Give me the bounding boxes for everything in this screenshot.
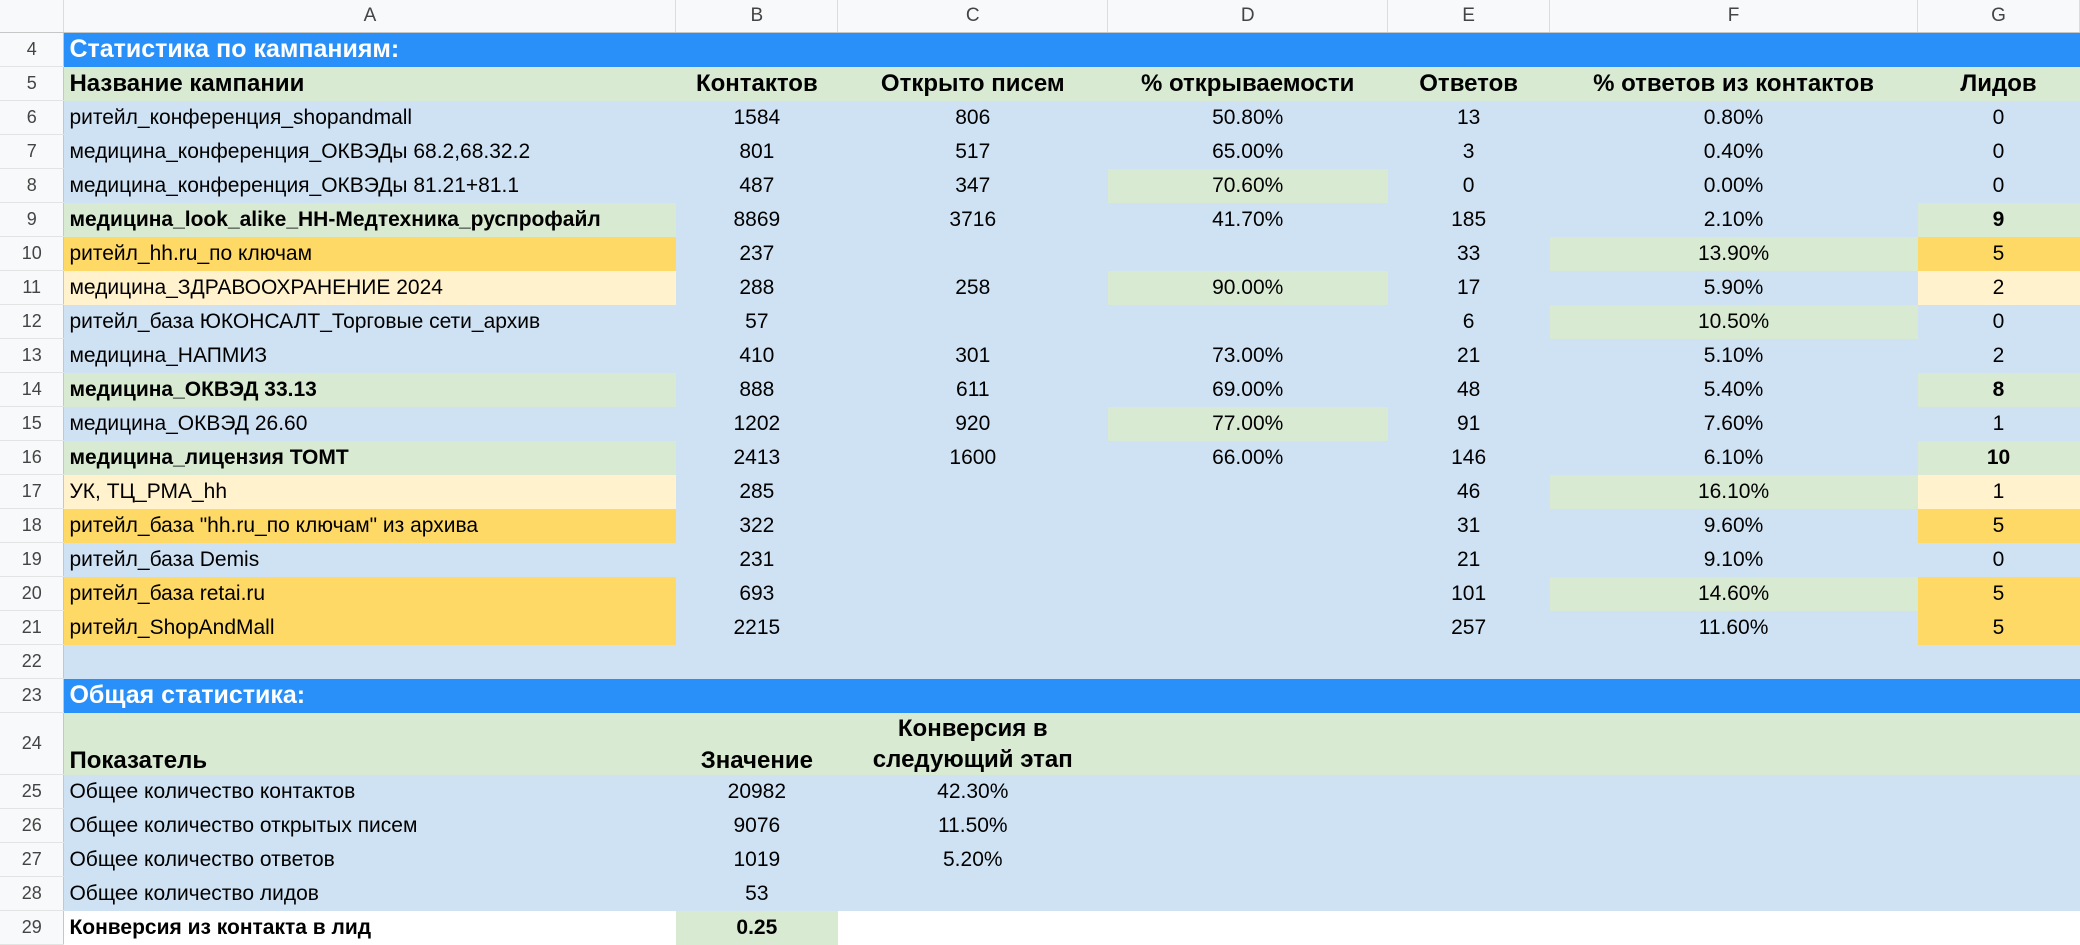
table-row (0, 339, 2080, 373)
metric-value-cell[interactable]: 1019 (676, 843, 838, 877)
header-replies[interactable]: Ответов (1388, 67, 1550, 101)
column-header-e[interactable]: E (1388, 0, 1550, 33)
reply-rate-cell[interactable]: 10.50% (1550, 305, 1918, 339)
leads-cell[interactable]: 0 (1918, 543, 2080, 577)
reply-rate-cell[interactable]: 14.60% (1550, 577, 1918, 611)
campaign-name-cell[interactable]: ритейл_hh.ru_по ключам (64, 237, 676, 271)
reply-rate-cell[interactable]: 5.90% (1550, 271, 1918, 305)
header-value[interactable]: Значение (676, 713, 838, 775)
open-rate-cell[interactable] (1108, 543, 1388, 577)
opened-cell[interactable]: 517 (838, 135, 1108, 169)
campaign-name-cell[interactable]: ритейл_база "hh.ru_по ключам" из архива (64, 509, 676, 543)
final-value-cell[interactable]: 0.25 (676, 911, 838, 945)
leads-cell[interactable]: 5 (1918, 509, 2080, 543)
column-header-row (0, 0, 2080, 33)
table-row (0, 543, 2080, 577)
reply-rate-cell[interactable]: 13.90% (1550, 237, 1918, 271)
metric-value-cell[interactable]: 53 (676, 877, 838, 911)
replies-cell[interactable]: 257 (1388, 611, 1550, 645)
column-header-g[interactable]: G (1918, 0, 2080, 33)
campaign-name-cell[interactable]: ритейл_ShopAndMall (64, 611, 676, 645)
final-label-cell[interactable]: Конверсия из контакта в лид (64, 911, 676, 945)
leads-cell[interactable]: 2 (1918, 271, 2080, 305)
column-header-d[interactable]: D (1108, 0, 1388, 33)
replies-cell[interactable]: 21 (1388, 543, 1550, 577)
open-rate-cell[interactable]: 90.00% (1108, 271, 1388, 305)
row-header[interactable]: 4 (0, 33, 64, 67)
summary-header-row (0, 713, 2080, 775)
campaign-name-cell[interactable]: ритейл_база retai.ru (64, 577, 676, 611)
campaign-name-cell[interactable]: медицина_ЗДРАВООХРАНЕНИЕ 2024 (64, 271, 676, 305)
replies-cell[interactable]: 0 (1388, 169, 1550, 203)
table-row (0, 169, 2080, 203)
header-metric[interactable]: Показатель (64, 713, 676, 775)
leads-cell[interactable]: 5 (1918, 577, 2080, 611)
contacts-cell[interactable]: 693 (676, 577, 838, 611)
table-row (0, 101, 2080, 135)
replies-cell[interactable]: 33 (1388, 237, 1550, 271)
select-all-corner[interactable] (0, 0, 64, 33)
spacer-row (0, 645, 2080, 679)
table-row (0, 577, 2080, 611)
row-header[interactable]: 16 (0, 441, 64, 475)
campaign-name-cell[interactable]: медицина_ОКВЭД 33.13 (64, 373, 676, 407)
reply-rate-cell[interactable]: 6.10% (1550, 441, 1918, 475)
leads-cell[interactable]: 1 (1918, 407, 2080, 441)
contacts-cell[interactable]: 237 (676, 237, 838, 271)
row-header[interactable]: 18 (0, 509, 64, 543)
table-row (0, 203, 2080, 237)
table-row (0, 509, 2080, 543)
metric-label-cell[interactable]: Общее количество лидов (64, 877, 676, 911)
metric-label-cell[interactable]: Общее количество открытых писем (64, 809, 676, 843)
leads-cell[interactable]: 0 (1918, 305, 2080, 339)
reply-rate-cell[interactable]: 0.80% (1550, 101, 1918, 135)
campaign-header-row (0, 67, 2080, 101)
row-header[interactable]: 24 (0, 713, 64, 775)
empty-cell[interactable] (1108, 713, 2080, 775)
metric-conversion-cell[interactable]: 11.50% (838, 809, 1108, 843)
opened-cell[interactable] (838, 305, 1108, 339)
row-header[interactable]: 13 (0, 339, 64, 373)
header-campaign-name[interactable]: Название кампании (64, 67, 676, 101)
column-header-f[interactable]: F (1550, 0, 1918, 33)
row-header[interactable]: 20 (0, 577, 64, 611)
opened-cell[interactable]: 3716 (838, 203, 1108, 237)
metric-conversion-cell[interactable]: 5.20% (838, 843, 1108, 877)
contacts-cell[interactable]: 285 (676, 475, 838, 509)
open-rate-cell[interactable]: 50.80% (1108, 101, 1388, 135)
open-rate-cell[interactable] (1108, 611, 1388, 645)
campaign-name-cell[interactable]: ритейл_база Demis (64, 543, 676, 577)
replies-cell[interactable]: 146 (1388, 441, 1550, 475)
row-header[interactable]: 7 (0, 135, 64, 169)
row-header[interactable]: 9 (0, 203, 64, 237)
header-contacts[interactable]: Контактов (676, 67, 838, 101)
opened-cell[interactable] (838, 611, 1108, 645)
metric-conversion-cell[interactable]: 42.30% (838, 775, 1108, 809)
row-header[interactable]: 12 (0, 305, 64, 339)
opened-cell[interactable] (838, 543, 1108, 577)
table-row (0, 373, 2080, 407)
opened-cell[interactable]: 258 (838, 271, 1108, 305)
leads-cell[interactable]: 0 (1918, 135, 2080, 169)
contacts-cell[interactable]: 888 (676, 373, 838, 407)
replies-cell[interactable]: 21 (1388, 339, 1550, 373)
campaign-name-cell[interactable]: ритейл_база ЮКОНСАЛТ_Торговые сети_архив (64, 305, 676, 339)
replies-cell[interactable]: 13 (1388, 101, 1550, 135)
empty-cell[interactable] (1108, 809, 2080, 843)
campaign-name-cell[interactable]: медицина_конференция_ОКВЭДы 68.2,68.32.2 (64, 135, 676, 169)
replies-cell[interactable]: 185 (1388, 203, 1550, 237)
opened-cell[interactable] (838, 475, 1108, 509)
summary-row (0, 877, 2080, 911)
row-header[interactable]: 8 (0, 169, 64, 203)
leads-cell[interactable]: 5 (1918, 611, 2080, 645)
contacts-cell[interactable]: 2413 (676, 441, 838, 475)
table-row (0, 407, 2080, 441)
summary-row (0, 775, 2080, 809)
summary-row (0, 809, 2080, 843)
metric-value-cell[interactable]: 9076 (676, 809, 838, 843)
contacts-cell[interactable]: 1584 (676, 101, 838, 135)
leads-cell[interactable]: 0 (1918, 169, 2080, 203)
campaign-name-cell[interactable]: медицина_НАПМИЗ (64, 339, 676, 373)
reply-rate-cell[interactable]: 5.10% (1550, 339, 1918, 373)
column-header-c[interactable]: C (838, 0, 1108, 33)
replies-cell[interactable]: 3 (1388, 135, 1550, 169)
campaign-name-cell[interactable]: медицина_лицензия ТОМТ (64, 441, 676, 475)
header-open-rate[interactable]: % открываемости (1108, 67, 1388, 101)
reply-rate-cell[interactable]: 9.10% (1550, 543, 1918, 577)
opened-cell[interactable] (838, 577, 1108, 611)
leads-cell[interactable]: 0 (1918, 101, 2080, 135)
campaign-name-cell[interactable]: медицина_look_alike_HH-Медтехника_руспрофайл (64, 203, 676, 237)
open-rate-cell[interactable] (1108, 577, 1388, 611)
leads-cell[interactable]: 1 (1918, 475, 2080, 509)
leads-cell[interactable]: 5 (1918, 237, 2080, 271)
row-header[interactable]: 17 (0, 475, 64, 509)
reply-rate-cell[interactable]: 5.40% (1550, 373, 1918, 407)
opened-cell[interactable]: 920 (838, 407, 1108, 441)
contacts-cell[interactable]: 487 (676, 169, 838, 203)
final-row (0, 911, 2080, 945)
contacts-cell[interactable]: 231 (676, 543, 838, 577)
table-row (0, 271, 2080, 305)
replies-cell[interactable]: 31 (1388, 509, 1550, 543)
open-rate-cell[interactable]: 77.00% (1108, 407, 1388, 441)
row-header[interactable]: 22 (0, 645, 64, 679)
open-rate-cell[interactable]: 70.60% (1108, 169, 1388, 203)
campaign-name-cell[interactable]: медицина_ОКВЭД 26.60 (64, 407, 676, 441)
section-title-row (0, 33, 2080, 67)
replies-cell[interactable]: 48 (1388, 373, 1550, 407)
replies-cell[interactable]: 46 (1388, 475, 1550, 509)
section-title-campaigns[interactable]: Статистика по кампаниям: (64, 33, 2080, 67)
header-opened[interactable]: Открыто писем (838, 67, 1108, 101)
row-header[interactable]: 6 (0, 101, 64, 135)
open-rate-cell[interactable]: 41.70% (1108, 203, 1388, 237)
opened-cell[interactable]: 611 (838, 373, 1108, 407)
reply-rate-cell[interactable]: 0.00% (1550, 169, 1918, 203)
row-header[interactable]: 10 (0, 237, 64, 271)
table-row (0, 135, 2080, 169)
table-row (0, 441, 2080, 475)
header-reply-rate[interactable]: % ответов из контактов (1550, 67, 1918, 101)
contacts-cell[interactable]: 8869 (676, 203, 838, 237)
reply-rate-cell[interactable]: 0.40% (1550, 135, 1918, 169)
contacts-cell[interactable]: 410 (676, 339, 838, 373)
reply-rate-cell[interactable]: 7.60% (1550, 407, 1918, 441)
contacts-cell[interactable]: 2215 (676, 611, 838, 645)
replies-cell[interactable]: 6 (1388, 305, 1550, 339)
opened-cell[interactable] (838, 237, 1108, 271)
opened-cell[interactable]: 347 (838, 169, 1108, 203)
row-header[interactable]: 11 (0, 271, 64, 305)
header-conversion[interactable]: Конверсия в следующий этап (838, 713, 1108, 775)
row-header[interactable]: 26 (0, 809, 64, 843)
summary-row (0, 843, 2080, 877)
empty-cell[interactable] (1108, 877, 2080, 911)
replies-cell[interactable]: 17 (1388, 271, 1550, 305)
section-title-summary[interactable]: Общая статистика: (64, 679, 2080, 713)
contacts-cell[interactable]: 322 (676, 509, 838, 543)
row-header[interactable]: 29 (0, 911, 64, 945)
column-header-a[interactable]: A (64, 0, 676, 33)
row-header[interactable]: 28 (0, 877, 64, 911)
opened-cell[interactable]: 806 (838, 101, 1108, 135)
replies-cell[interactable]: 91 (1388, 407, 1550, 441)
empty-cell[interactable] (64, 645, 2080, 679)
metric-conversion-cell[interactable] (838, 877, 1108, 911)
campaign-name-cell[interactable]: медицина_конференция_ОКВЭДы 81.21+81.1 (64, 169, 676, 203)
reply-rate-cell[interactable]: 9.60% (1550, 509, 1918, 543)
empty-cell[interactable] (838, 911, 2080, 945)
row-header[interactable]: 25 (0, 775, 64, 809)
header-leads[interactable]: Лидов (1918, 67, 2080, 101)
contacts-cell[interactable]: 57 (676, 305, 838, 339)
row-header[interactable]: 19 (0, 543, 64, 577)
section-title-row (0, 679, 2080, 713)
table-row (0, 305, 2080, 339)
row-header[interactable]: 15 (0, 407, 64, 441)
row-header[interactable]: 23 (0, 679, 64, 713)
reply-rate-cell[interactable]: 11.60% (1550, 611, 1918, 645)
empty-cell[interactable] (1108, 775, 2080, 809)
open-rate-cell[interactable]: 73.00% (1108, 339, 1388, 373)
row-header[interactable]: 14 (0, 373, 64, 407)
contacts-cell[interactable]: 1202 (676, 407, 838, 441)
column-header-b[interactable]: B (676, 0, 838, 33)
campaign-name-cell[interactable]: ритейл_конференция_shopandmall (64, 101, 676, 135)
table-row (0, 237, 2080, 271)
leads-cell[interactable]: 8 (1918, 373, 2080, 407)
empty-cell[interactable] (1108, 843, 2080, 877)
leads-cell[interactable]: 10 (1918, 441, 2080, 475)
open-rate-cell[interactable]: 65.00% (1108, 135, 1388, 169)
open-rate-cell[interactable]: 69.00% (1108, 373, 1388, 407)
leads-cell[interactable]: 9 (1918, 203, 2080, 237)
contacts-cell[interactable]: 288 (676, 271, 838, 305)
leads-cell[interactable]: 2 (1918, 339, 2080, 373)
metric-label-cell[interactable]: Общее количество ответов (64, 843, 676, 877)
metric-label-cell[interactable]: Общее количество контактов (64, 775, 676, 809)
metric-value-cell[interactable]: 20982 (676, 775, 838, 809)
campaign-name-cell[interactable]: УК, ТЦ_РМА_hh (64, 475, 676, 509)
table-row (0, 475, 2080, 509)
opened-cell[interactable]: 1600 (838, 441, 1108, 475)
row-header[interactable]: 21 (0, 611, 64, 645)
reply-rate-cell[interactable]: 2.10% (1550, 203, 1918, 237)
open-rate-cell[interactable] (1108, 475, 1388, 509)
table-row (0, 611, 2080, 645)
replies-cell[interactable]: 101 (1388, 577, 1550, 611)
open-rate-cell[interactable] (1108, 305, 1388, 339)
open-rate-cell[interactable]: 66.00% (1108, 441, 1388, 475)
row-header[interactable]: 27 (0, 843, 64, 877)
opened-cell[interactable] (838, 509, 1108, 543)
contacts-cell[interactable]: 801 (676, 135, 838, 169)
row-header[interactable]: 5 (0, 67, 64, 101)
open-rate-cell[interactable] (1108, 237, 1388, 271)
open-rate-cell[interactable] (1108, 509, 1388, 543)
opened-cell[interactable]: 301 (838, 339, 1108, 373)
reply-rate-cell[interactable]: 16.10% (1550, 475, 1918, 509)
